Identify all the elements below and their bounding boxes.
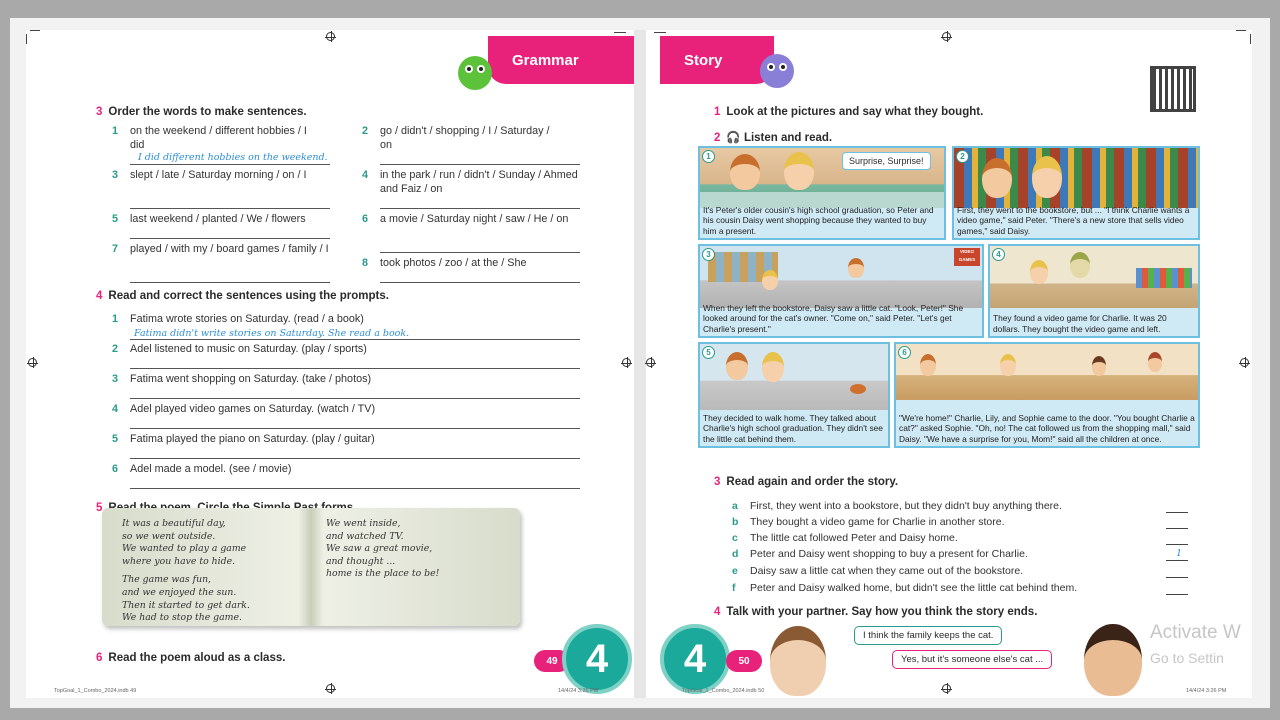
correct-item-1: 1 Fatima wrote stories on Saturday. (read / a book) (112, 313, 364, 325)
order-blank[interactable] (1166, 594, 1188, 595)
speech-bubble-1: I think the family keeps the cat. (854, 626, 1002, 645)
story-tab-label: Story (684, 51, 723, 69)
panel-caption: They decided to walk home. They talked about Charlie's high school graduation. They didn't see the little cat behind them. (703, 412, 883, 444)
order-item-4: 4 in the park / run / didn't / Sunday / Ahmed and Faiz / on (362, 169, 578, 195)
panel-caption: First, they went to the bookstore, but ... "I think Charlie wants a video game," said Peter. "There's a new store that sells video games," said Daisy. (957, 204, 1190, 236)
order-story-item-d: d Peter and Daisy went shopping to buy a present for Charlie. (732, 548, 1028, 560)
crop-mark (26, 34, 27, 44)
order-answer-d: 1 (1176, 548, 1183, 559)
footer-right: TopGoal_1_Combo_2024.indb 50 (682, 688, 765, 694)
answer-line[interactable] (130, 398, 580, 399)
order-story-item-e: e Daisy saw a little cat when they came out of the bookstore. (732, 565, 1024, 577)
answer-line[interactable] (130, 428, 580, 429)
unit-badge: 4 (562, 624, 632, 694)
answer-line[interactable] (130, 238, 330, 239)
order-item-2: 2 go / didn't / shopping / I / Saturday / on (362, 125, 550, 151)
correct-item-5: 5 Fatima played the piano on Saturday. (play / guitar) (112, 433, 375, 445)
registration-mark-icon (1240, 358, 1249, 367)
activate-windows-watermark: Activate W (1150, 622, 1241, 643)
crop-mark (30, 30, 40, 31)
section-4-title: 4 Read and correct the sentences using the prompts. (96, 290, 389, 302)
boy-avatar (770, 626, 826, 696)
order-answer-1: I did different hobbies on the weekend. (138, 152, 328, 163)
crop-mark (614, 32, 626, 33)
story-tab (660, 36, 774, 84)
order-blank[interactable] (1166, 577, 1188, 578)
footer-right-date: 14/4/24 3:26 PM (1186, 688, 1227, 694)
order-blank[interactable] (1166, 560, 1188, 561)
crop-mark (1250, 34, 1251, 44)
page-number-49: 49 (534, 650, 570, 672)
right-page (646, 30, 1252, 698)
speech-bubble: Surprise, Surprise! (842, 152, 931, 170)
speech-bubble-2: Yes, but it's someone else's cat ... (892, 650, 1052, 669)
poem-book (102, 508, 520, 626)
order-item-3: 3 slept / late / Saturday morning / on / I (112, 169, 307, 181)
registration-mark-icon (622, 358, 631, 367)
left-page (26, 30, 634, 698)
grammar-tab (488, 36, 634, 84)
girl-avatar (1084, 624, 1142, 696)
section-3-title: 3 Order the words to make sentences. (96, 106, 307, 118)
order-story-item-c: c The little cat followed Peter and Daisy home. (732, 532, 958, 544)
activate-windows-subtext: Go to Settin (1150, 650, 1224, 666)
order-item-6: 6 a movie / Saturday night / saw / He / on (362, 213, 569, 225)
document-canvas (10, 18, 1270, 708)
registration-mark-icon (646, 358, 655, 367)
section-3-title-right: 3 Read again and order the story. (714, 476, 899, 488)
registration-mark-icon (326, 32, 335, 41)
crop-mark (654, 32, 666, 33)
story-panel-6: 6 "We're home!" Charlie, Lily, and Sophie came to the door. "You bought Charlie a cat?" asked Sophie. "Oh, no! The cat followed us from the shopping mall," said Daisy. "We have a surprise for you, Mom!" said all the children at once. (894, 342, 1200, 448)
poem-left: It was a beautiful day, so we went outside. We wanted to play a game where you have to hide. The game was fun, and we enjoyed the sun. Then it started to get dark. We had to stop the game. (122, 518, 250, 624)
poem-right: We went inside, and watched TV. We saw a great movie, and thought ... home is the place to be! (326, 518, 440, 580)
answer-line[interactable] (130, 339, 580, 340)
correct-item-3: 3 Fatima went shopping on Saturday. (take / photos) (112, 373, 372, 385)
unit-badge-right: 4 (660, 624, 730, 694)
correct-item-2: 2 Adel listened to music on Saturday. (play / sports) (112, 343, 367, 355)
story-panel-3: 3 VIDEO GAMES When they left the bookstore, Daisy saw a little cat. "Look, Peter!" She looked around for the cat's owner. "Come on," said Peter. "Let's get Charlie's present." (698, 244, 984, 338)
answer-line[interactable] (130, 488, 580, 489)
registration-mark-icon (326, 684, 335, 693)
answer-line[interactable] (130, 208, 330, 209)
order-blank[interactable] (1166, 512, 1188, 513)
section-4-title-right: 4 Talk with your partner. Say how you think the story ends. (714, 606, 1038, 618)
page-number-50: 50 (726, 650, 762, 672)
panel-caption: "We're home!" Charlie, Lily, and Sophie came to the door. "You bought Charlie a cat?" asked Sophie. "Oh, no! The cat followed us from the shopping mall," said Daisy. "We have a surprise for you, Mom!" said all the children at once. (899, 412, 1195, 444)
footer-left: TopGoal_1_Combo_2024.indb 49 (54, 688, 137, 694)
order-item-5: 5 last weekend / planted / We / flowers (112, 213, 306, 225)
answer-line[interactable] (380, 208, 580, 209)
answer-line[interactable] (130, 368, 580, 369)
correct-item-6: 6 Adel made a model. (see / movie) (112, 463, 292, 475)
green-monster-icon (458, 56, 492, 90)
section-1-title: 1 Look at the pictures and say what they bought. (714, 106, 984, 118)
order-story-item-f: f Peter and Daisy walked home, but didn't see the little cat behind them. (732, 582, 1078, 594)
answer-line[interactable] (130, 282, 330, 283)
qr-code-icon[interactable] (1150, 66, 1196, 112)
registration-mark-icon (942, 684, 951, 693)
order-item-7: 7 played / with my / board games / family / I (112, 243, 329, 255)
story-panel-1: 1 Surprise, Surprise! It's Peter's older cousin's high school graduation, so Peter and his cousin Daisy went shopping because they wanted to buy him a present. (698, 146, 946, 240)
order-item-8: 8 took photos / zoo / at the / She (362, 257, 527, 269)
answer-line[interactable] (380, 252, 580, 253)
story-panel-5: 5 They decided to walk home. They talked about Charlie's high school graduation. They didn't see the little cat behind them. (698, 342, 890, 448)
order-story-item-a: a First, they went into a bookstore, but they didn't buy anything there. (732, 500, 1062, 512)
order-blank[interactable] (1166, 544, 1188, 545)
correct-answer-1: Fatima didn't write stories on Saturday. She read a book. (134, 328, 410, 339)
video-games-sign: VIDEO GAMES (954, 248, 980, 266)
panel-caption: When they left the bookstore, Daisy saw a little cat. "Look, Peter!" She looked around for the cat's owner. "Come on," said Peter. "Let's get Charlie's present." (703, 302, 964, 334)
registration-mark-icon (942, 32, 951, 41)
book-spine (634, 30, 646, 698)
headphones-icon[interactable]: 🎧 (726, 132, 741, 144)
section-6-title: 6 Read the poem aloud as a class. (96, 652, 286, 664)
story-panel-2: 2 First, they went to the bookstore, but ... "I think Charlie wants a video game," said Peter. "There's a new store that sells video games," said Daisy. (952, 146, 1200, 240)
order-story-item-b: b They bought a video game for Charlie in another store. (732, 516, 1005, 528)
answer-line[interactable] (130, 164, 330, 165)
correct-item-4: 4 Adel played video games on Saturday. (watch / TV) (112, 403, 376, 415)
answer-line[interactable] (380, 282, 580, 283)
purple-monster-icon (760, 54, 794, 88)
crop-mark (1236, 30, 1246, 31)
panel-caption: They found a video game for Charlie. It was 20 dollars. They bought the video game and left. (993, 313, 1167, 334)
order-item-1: 1 on the weekend / different hobbies / I did (112, 125, 307, 151)
order-blank[interactable] (1166, 528, 1188, 529)
footer-left-date: 14/4/24 3:26 PM (558, 688, 599, 694)
section-2-title: 2 🎧 Listen and read. (714, 132, 833, 144)
registration-mark-icon (28, 358, 37, 367)
grammar-tab-label: Grammar (512, 51, 579, 69)
answer-line[interactable] (130, 458, 580, 459)
section-5-title: 5 (96, 502, 103, 514)
story-panel-4: 4 They found a video game for Charlie. It was 20 dollars. They bought the video game and left. (988, 244, 1200, 338)
answer-line[interactable] (380, 164, 580, 165)
panel-caption: It's Peter's older cousin's high school graduation, so Peter and his cousin Daisy went shopping because they wanted to buy him a present. (703, 204, 934, 236)
